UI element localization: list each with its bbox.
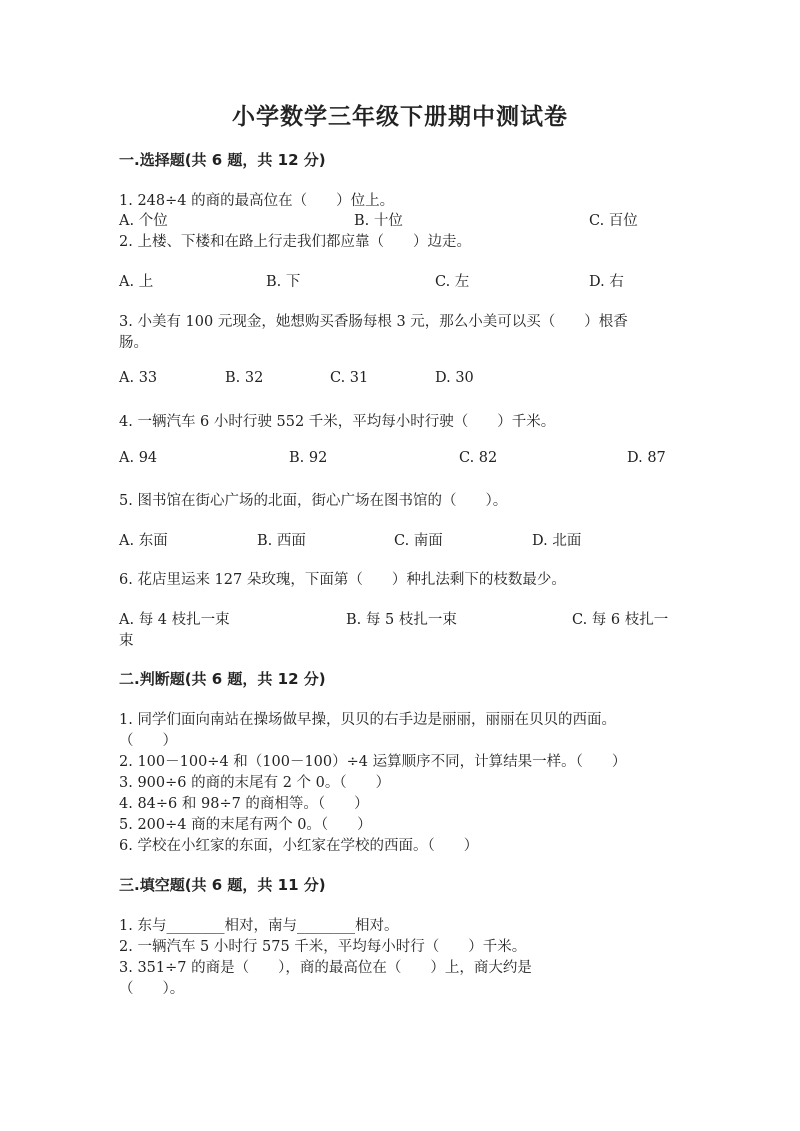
choice-q3-text-line2: 肠。 [119,335,148,351]
choice-q1-option-a: A. 个位 [119,213,168,229]
choice-q4-option-b: B. 92 [289,450,328,466]
choice-q5-option-d: D. 北面 [532,533,582,549]
choice-q2-option-d: D. 右 [589,274,624,290]
fill-q3-line2: （ ）。 [119,981,185,997]
choice-q1-option-b: B. 十位 [354,213,403,229]
choice-q6-option-c-line1: C. 每 6 枝扎一 [572,612,669,628]
judge-q1-line1: 1. 同学们面向南站在操场做早操，贝贝的右手边是丽丽，丽丽在贝贝的西面。 [119,712,616,728]
section-heading-judge: 二.判断题(共 6 题，共 12 分) [119,670,326,688]
choice-q2-option-b: B. 下 [266,274,301,290]
choice-q4-option-a: A. 94 [119,450,158,466]
choice-q3-option-a: A. 33 [119,370,158,386]
choice-q5-text: 5. 图书馆在街心广场的北面，街心广场在图书馆的（ ）。 [119,493,508,509]
choice-q2-option-a: A. 上 [119,274,154,290]
choice-q6-text: 6. 花店里运来 127 朵玫瑰，下面第（ ）种扎法剩下的枝数最少。 [119,572,566,588]
choice-q5-option-c: C. 南面 [394,533,443,549]
choice-q6-option-c-line2: 束 [119,633,134,649]
choice-q6-option-b: B. 每 5 枝扎一束 [346,612,457,628]
fill-q2: 2. 一辆汽车 5 小时行 575 千米，平均每小时行（ ）千米。 [119,939,527,955]
fill-q1: 1. 东与________相对，南与________相对。 [119,918,399,934]
choice-q4-option-d: D. 87 [627,450,666,466]
judge-q6: 6. 学校在小红家的东面，小红家在学校的西面。（ ） [119,838,479,854]
judge-q5: 5. 200÷4 商的末尾有两个 0。（ ） [119,817,372,833]
choice-q1-option-c: C. 百位 [589,213,638,229]
section-heading-fill: 三.填空题(共 6 题，共 11 分) [119,876,326,894]
section-heading-choice: 一.选择题(共 6 题，共 12 分) [119,151,326,169]
choice-q5-option-a: A. 东面 [119,533,168,549]
choice-q6-option-a: A. 每 4 枝扎一束 [119,612,230,628]
judge-q2: 2. 100－100÷4 和（100－100）÷4 运算顺序不同，计算结果一样。（ ） [119,754,627,770]
choice-q5-option-b: B. 西面 [257,533,306,549]
judge-q1-line2: （ ） [119,733,177,749]
page-title: 小学数学三年级下册期中测试卷 [232,104,568,130]
choice-q3-text-line1: 3. 小美有 100 元现金，她想购买香肠每根 3 元，那么小美可以买（ ）根香 [119,314,628,330]
choice-q2-option-c: C. 左 [435,274,470,290]
judge-q4: 4. 84÷6 和 98÷7 的商相等。（ ） [119,796,369,812]
choice-q4-text: 4. 一辆汽车 6 小时行驶 552 千米，平均每小时行驶（ ）千米。 [119,414,556,430]
choice-q1-text: 1. 248÷4 的商的最高位在（ ）位上。 [119,193,395,209]
choice-q3-option-d: D. 30 [435,370,474,386]
judge-q3: 3. 900÷6 的商的末尾有 2 个 0。（ ） [119,775,391,791]
fill-q3-line1: 3. 351÷7 的商是（ ），商的最高位在（ ）上，商大约是 [119,960,532,976]
choice-q3-option-c: C. 31 [330,370,369,386]
choice-q3-option-b: B. 32 [225,370,264,386]
choice-q4-option-c: C. 82 [459,450,498,466]
choice-q2-text: 2. 上楼、下楼和在路上行走我们都应靠（ ）边走。 [119,234,471,250]
